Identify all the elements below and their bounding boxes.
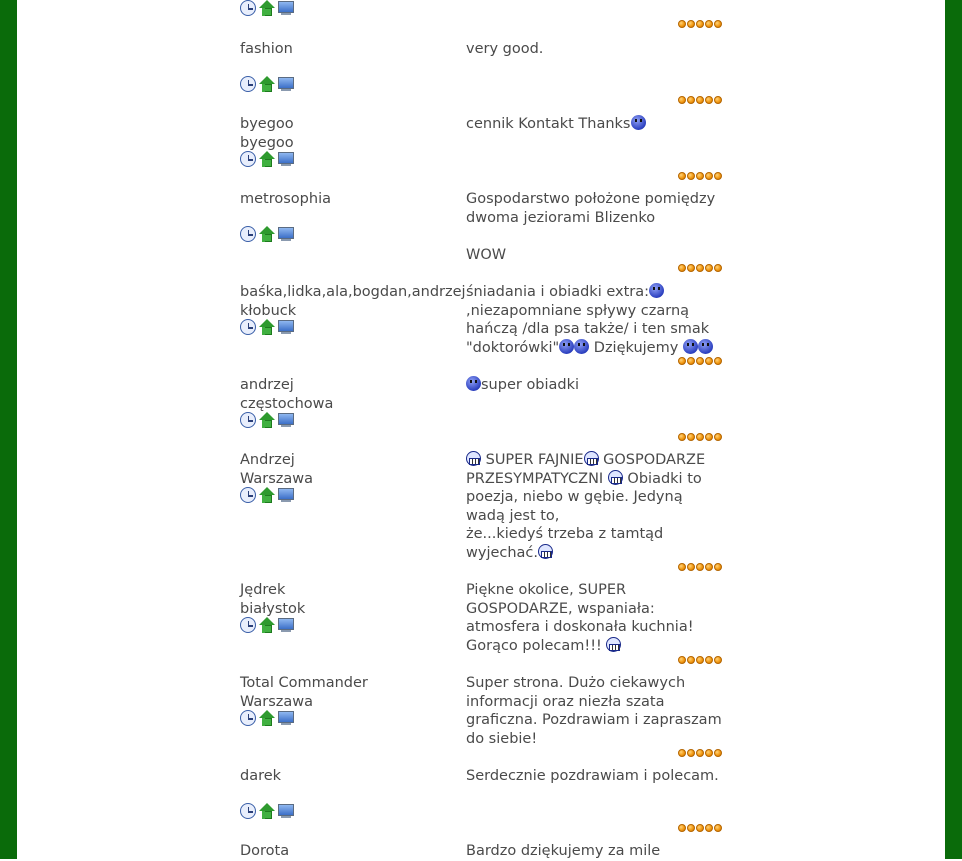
- home-icon[interactable]: [259, 319, 275, 335]
- entry-author: [240, 451, 466, 488]
- clock-icon[interactable]: [240, 0, 256, 16]
- home-icon[interactable]: [259, 487, 275, 503]
- message-line: śniadania i obiadki extra:: [466, 284, 649, 300]
- rating-dot: [705, 96, 713, 104]
- author-location: byegoo: [240, 134, 294, 151]
- page-border-left: [0, 0, 17, 859]
- rating-dot: [696, 20, 704, 28]
- author-location: częstochowa: [240, 395, 334, 412]
- rating-dot: [678, 749, 686, 757]
- grin-emoticon-icon: [538, 544, 553, 559]
- rating-dot: [678, 20, 686, 28]
- smile-emoticon-icon: [649, 283, 664, 298]
- rating: [678, 20, 722, 28]
- entry-message: [466, 581, 722, 655]
- entry-author: [240, 376, 466, 413]
- entry-author: [240, 674, 466, 711]
- rating-dot: [714, 433, 722, 441]
- author-name: fashion: [240, 41, 293, 57]
- rating: [678, 749, 722, 757]
- computer-icon[interactable]: [278, 226, 294, 242]
- entry-links: [240, 226, 294, 242]
- entry-message: [466, 115, 722, 134]
- clock-icon[interactable]: [240, 487, 256, 503]
- home-icon[interactable]: [259, 803, 275, 819]
- entry-author: [240, 283, 466, 320]
- author-location: kłobuck: [240, 302, 297, 319]
- entry-message: [466, 842, 722, 861]
- message-line: poezja, niebo w gębie. Jedyną: [466, 489, 683, 506]
- rating-dot: [678, 172, 686, 180]
- message-line: Piękne okolice, SUPER: [466, 582, 627, 598]
- clock-icon[interactable]: [240, 76, 256, 92]
- rating-dot: [705, 357, 713, 365]
- entry-author: [240, 842, 466, 861]
- rating-dot: [678, 433, 686, 441]
- rating-dot: [678, 264, 686, 272]
- grin-emoticon-icon: [466, 451, 481, 466]
- smile-emoticon-icon: [698, 339, 713, 354]
- entry-links: [240, 710, 294, 726]
- rating-dot: [678, 656, 686, 664]
- smile-emoticon-icon: [559, 339, 574, 354]
- entry-message: [466, 190, 722, 264]
- rating: [678, 563, 722, 571]
- rating-dot: [714, 172, 722, 180]
- rating-dot: [696, 656, 704, 664]
- message-line: Obiadki to: [627, 470, 702, 487]
- rating-dot: [714, 563, 722, 571]
- grin-emoticon-icon: [606, 637, 621, 652]
- rating-dot: [687, 264, 695, 272]
- home-icon[interactable]: [259, 76, 275, 92]
- entry-author: [240, 40, 466, 59]
- rating-dot: [705, 264, 713, 272]
- entry-links: [240, 76, 294, 92]
- message-line: WOW: [466, 246, 507, 263]
- clock-icon[interactable]: [240, 226, 256, 242]
- message-line: "doktorówki": [466, 339, 560, 356]
- rating-dot: [714, 749, 722, 757]
- rating: [678, 824, 722, 832]
- rating-dot: [705, 563, 713, 571]
- message-line: Super strona. Dużo ciekawych: [466, 675, 686, 691]
- rating-dot: [705, 433, 713, 441]
- message-line: Bardzo dziękujemy za mile: [466, 843, 661, 859]
- message-line: Gospodarstwo położone pomiędzy: [466, 191, 716, 207]
- message-line: PRZESYMPATYCZNI: [466, 470, 604, 487]
- author-location: Warszawa: [240, 470, 314, 487]
- computer-icon[interactable]: [278, 617, 294, 633]
- computer-icon[interactable]: [278, 319, 294, 335]
- rating: [678, 357, 722, 365]
- rating-dot: [687, 96, 695, 104]
- rating-dot: [687, 749, 695, 757]
- message-line: że...kiedyś trzeba z tamtąd: [466, 526, 664, 543]
- rating-dot: [687, 357, 695, 365]
- message-line: ,niezapomniane spływy czarną: [466, 302, 690, 319]
- message-line: atmosfera i doskonała kuchnia!: [466, 619, 694, 636]
- entry-message: [466, 376, 722, 395]
- computer-icon[interactable]: [278, 803, 294, 819]
- rating-dot: [687, 824, 695, 832]
- rating-dot: [705, 749, 713, 757]
- message-line: Serdecznie pozdrawiam i polecam.: [466, 768, 719, 784]
- rating-dot: [687, 20, 695, 28]
- home-icon[interactable]: [259, 710, 275, 726]
- entry-links: [240, 0, 294, 16]
- message-line: informacji oraz niezła szata: [466, 693, 665, 710]
- rating: [678, 172, 722, 180]
- entry-links: [240, 617, 294, 633]
- clock-icon[interactable]: [240, 710, 256, 726]
- rating: [678, 656, 722, 664]
- computer-icon[interactable]: [278, 487, 294, 503]
- rating-dot: [687, 433, 695, 441]
- entry-author: [240, 190, 466, 209]
- clock-icon[interactable]: [240, 412, 256, 428]
- rating: [678, 433, 722, 441]
- computer-icon[interactable]: [278, 710, 294, 726]
- rating: [678, 264, 722, 272]
- author-name: Andrzej: [240, 452, 295, 468]
- message-line: do siebie!: [466, 730, 538, 747]
- rating-dot: [696, 824, 704, 832]
- home-icon[interactable]: [259, 151, 275, 167]
- entry-author: [240, 767, 466, 786]
- rating-dot: [696, 172, 704, 180]
- rating-dot: [687, 172, 695, 180]
- home-icon[interactable]: [259, 412, 275, 428]
- computer-icon[interactable]: [278, 412, 294, 428]
- rating: [678, 96, 722, 104]
- clock-icon[interactable]: [240, 803, 256, 819]
- message-line: very good.: [466, 41, 544, 57]
- rating-dot: [705, 656, 713, 664]
- rating-dot: [714, 20, 722, 28]
- message-line: dwoma jeziorami Blizenko: [466, 209, 656, 226]
- message-line: [466, 227, 722, 246]
- author-name: darek: [240, 768, 282, 784]
- page-border-right: [945, 0, 962, 859]
- message-line: Gorąco polecam!!!: [466, 637, 602, 654]
- grin-emoticon-icon: [584, 451, 599, 466]
- rating-dot: [696, 749, 704, 757]
- rating-dot: [687, 656, 695, 664]
- entry-author: [240, 581, 466, 618]
- rating-dot: [696, 433, 704, 441]
- rating-dot: [714, 824, 722, 832]
- rating-dot: [678, 824, 686, 832]
- rating-dot: [696, 357, 704, 365]
- author-name: Total Commander: [240, 675, 368, 691]
- rating-dot: [678, 357, 686, 365]
- author-name: Dorota: [240, 843, 290, 859]
- message-line: GOSPODARZE: [603, 452, 706, 468]
- entry-links: [240, 487, 294, 503]
- author-name: andrzej: [240, 377, 294, 393]
- rating-dot: [678, 96, 686, 104]
- message-line: cennik Kontakt Thanks: [466, 116, 631, 132]
- rating-dot: [705, 172, 713, 180]
- author-name: metrosophia: [240, 191, 331, 207]
- message-line: wadą jest to,: [466, 507, 560, 524]
- message-line: Dziękujemy: [593, 339, 679, 356]
- rating-dot: [696, 96, 704, 104]
- author-name: Jędrek: [240, 582, 286, 598]
- rating-dot: [714, 96, 722, 104]
- rating-dot: [687, 563, 695, 571]
- computer-icon[interactable]: [278, 151, 294, 167]
- author-name: byegoo: [240, 116, 294, 132]
- clock-icon[interactable]: [240, 319, 256, 335]
- entry-message: [466, 767, 722, 786]
- smile-emoticon-icon: [683, 339, 698, 354]
- rating-dot: [714, 264, 722, 272]
- entry-message: [466, 674, 722, 748]
- rating-dot: [705, 824, 713, 832]
- message-line: GOSPODARZE, wspaniała:: [466, 600, 655, 617]
- smile-emoticon-icon: [631, 115, 646, 130]
- entry-links: [240, 803, 294, 819]
- home-icon[interactable]: [259, 617, 275, 633]
- entry-author: [240, 115, 466, 152]
- rating-dot: [678, 563, 686, 571]
- message-line: super obiadki: [481, 377, 580, 393]
- computer-icon[interactable]: [278, 0, 294, 16]
- rating-dot: [714, 357, 722, 365]
- smile-emoticon-icon: [466, 376, 481, 391]
- rating-dot: [714, 656, 722, 664]
- entry-message: [466, 451, 722, 563]
- rating-dot: [696, 264, 704, 272]
- rating-dot: [705, 20, 713, 28]
- message-line: hańczą /dla psa także/ i ten smak: [466, 321, 710, 338]
- message-line: SUPER FAJNIE: [485, 452, 584, 468]
- smile-emoticon-icon: [574, 339, 589, 354]
- rating-dot: [696, 563, 704, 571]
- entry-links: [240, 151, 294, 167]
- home-icon[interactable]: [259, 0, 275, 16]
- clock-icon[interactable]: [240, 151, 256, 167]
- entry-message: [466, 40, 722, 59]
- grin-emoticon-icon: [608, 470, 623, 485]
- author-location: Warszawa: [240, 693, 314, 710]
- entry-links: [240, 319, 294, 335]
- message-line: wyjechać.: [466, 544, 539, 561]
- clock-icon[interactable]: [240, 617, 256, 633]
- author-name: baśka,lidka,ala,bogdan,andrzej: [240, 284, 466, 300]
- entry-links: [240, 412, 294, 428]
- message-line: graficzna. Pozdrawiam i zapraszam: [466, 712, 722, 729]
- computer-icon[interactable]: [278, 76, 294, 92]
- entry-message: [466, 283, 722, 357]
- home-icon[interactable]: [259, 226, 275, 242]
- author-location: białystok: [240, 600, 306, 617]
